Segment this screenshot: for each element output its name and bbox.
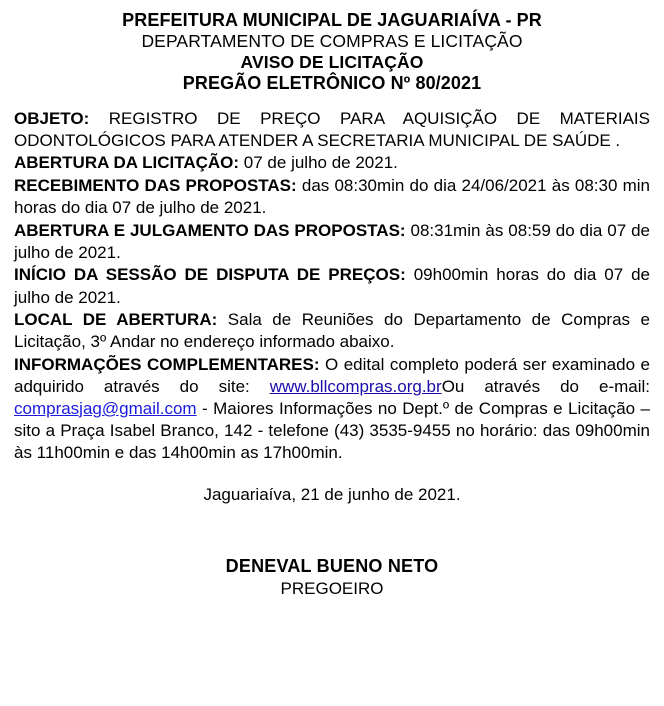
site-link[interactable]: www.bllcompras.org.br	[269, 376, 442, 396]
section-abertura-licitacao	[14, 152, 650, 174]
section-informacoes-label: INFORMAÇÕES COMPLEMENTARES:	[14, 354, 320, 374]
section-objeto	[14, 108, 650, 152]
section-abertura-julgamento-text: 08:31min às 08:59 do dia 07 de julho de 2021.	[14, 220, 650, 262]
section-recebimento-propostas-text: das 08:30min do dia 24/06/2021 às 08:30 min horas do dia 07 de julho de 2021.	[14, 176, 650, 218]
section-inicio-sessao-label: INÍCIO DA SESSÃO DE DISPUTA DE PREÇOS:	[14, 265, 406, 285]
section-objeto-label: OBJETO:	[14, 108, 90, 128]
section-local-abertura-text: Sala de Reuniões do Departamento de Compras e Licitação, 3º Andar no endereço informado abaixo.	[14, 310, 651, 352]
section-abertura-licitacao-label: ABERTURA DA LICITAÇÃO:	[14, 153, 240, 173]
signature-role: PREGOEIRO	[280, 578, 384, 598]
section-abertura-julgamento	[14, 220, 650, 264]
section-informacoes-complementares	[14, 354, 650, 464]
section-objeto-text: REGISTRO DE PREÇO PARA AQUISIÇÃO DE MATERIAIS ODONTOLÓGICOS PARA ATENDER A SECRETARIA MUNICIPAL DE SAÚDE .	[14, 108, 650, 150]
header-line-department: DEPARTAMENTO DE COMPRAS E LICITAÇÃO	[141, 31, 523, 52]
section-inicio-sessao-text: 09h00min horas do dia 07 de julho de 2021.	[14, 265, 650, 307]
section-informacoes-text-2: Ou através do e-mail:	[441, 376, 650, 396]
section-informacoes-text-3: - Maiores Informações no Dept.º de Compras e Licitação – sito a Praça Isabel Branco, 142 - telefone (43) 3535-9455 no horário: das 09h00min às 11h00min e das 14h00min as 17h00min.	[14, 398, 650, 463]
header-line-bid-number: PREGÃO ELETRÔNICO Nº 80/2021	[182, 72, 482, 93]
document-body	[14, 108, 650, 465]
signature-block	[14, 555, 650, 599]
header-line-municipality: PREFEITURA MUNICIPAL DE JAGUARIAÍVA - PR	[122, 10, 542, 30]
section-abertura-licitacao-text: 07 de julho de 2021.	[239, 153, 398, 173]
section-abertura-julgamento-label: ABERTURA E JULGAMENTO DAS PROPOSTAS:	[14, 220, 406, 240]
header-line-notice-type: AVISO DE LICITAÇÃO	[240, 51, 424, 72]
signature-name: DENEVAL BUENO NETO	[225, 556, 439, 577]
section-informacoes-text-1: O edital completo poderá ser examinado e adquirido através do site:	[14, 354, 650, 396]
section-local-abertura-label: LOCAL DE ABERTURA:	[14, 310, 218, 330]
section-inicio-sessao	[14, 264, 650, 308]
document-header	[14, 10, 650, 94]
email-link[interactable]: comprasjag@gmail.com	[14, 398, 197, 418]
section-local-abertura	[14, 309, 650, 353]
section-recebimento-propostas-label: RECEBIMENTO DAS PROPOSTAS:	[14, 176, 297, 196]
section-recebimento-propostas	[14, 175, 650, 219]
place-and-date: Jaguariaíva, 21 de junho de 2021.	[203, 485, 461, 505]
